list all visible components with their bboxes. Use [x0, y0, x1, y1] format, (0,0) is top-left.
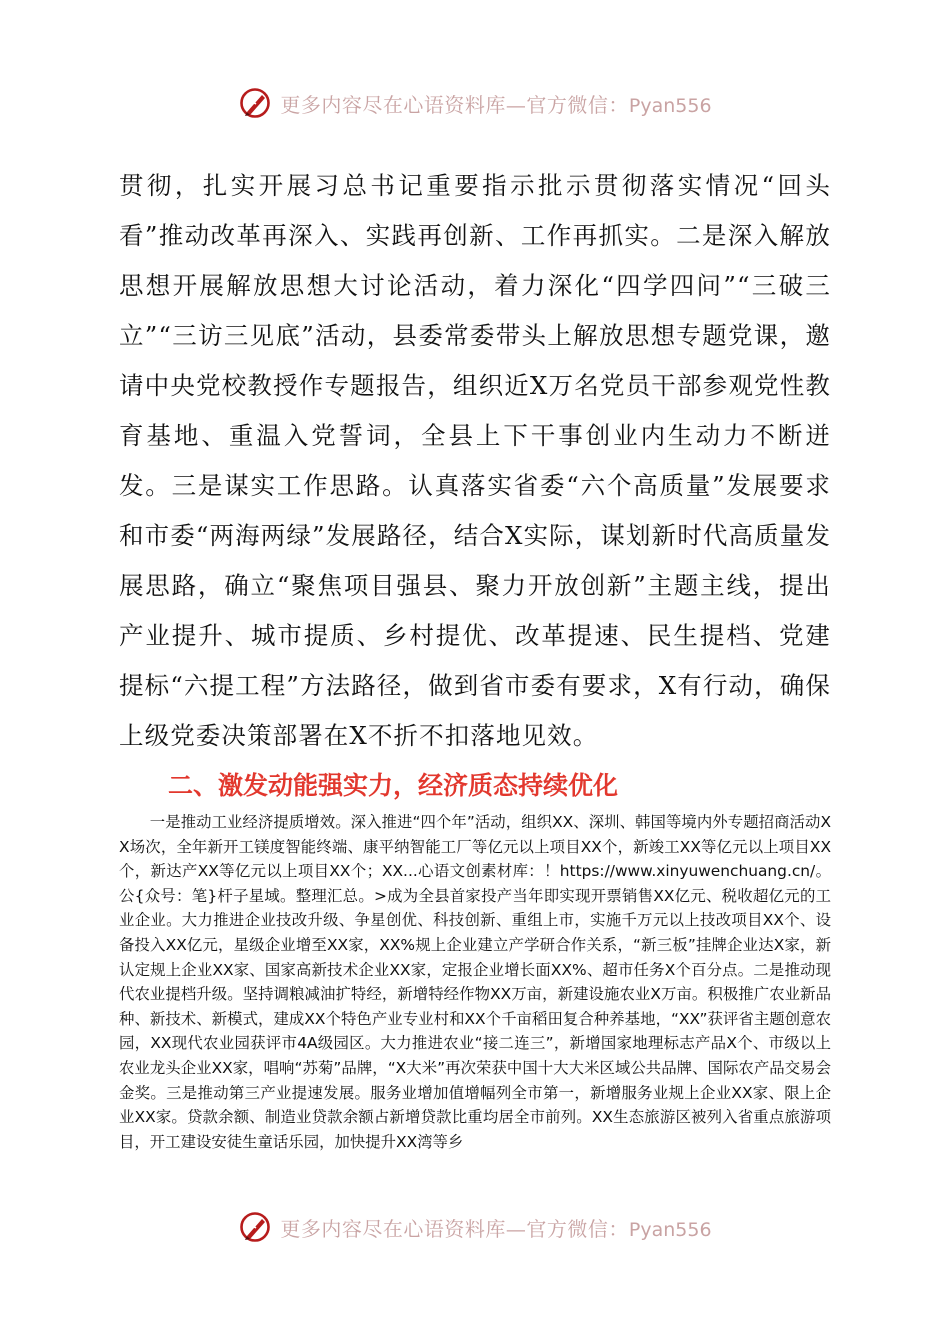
watermark-wechat-id: Pyan556	[628, 1218, 712, 1241]
paragraph: 贯彻，扎实开展习总书记重要指示批示贯彻落实情况“回头看”推动改革再深入、实践再创新、工作再抓实。二是深入解放思想开展解放思想大讨论活动，着力深化“四学四问”“三破三立”“三访三见底”活动，县委常委带头上解放思想专题党课，邀请中央党校教授作专题报告，组织近X万名党员干部参观党性教育基地、重温入党誓词，全县上下干事创业内生动力不断迸发。三是谋实工作思路。认真落实省委“六个高质量”发展要求和市委“两海两绿”发展路径，结合X实际，谋划新时代高质量发展思路，确立“聚焦项目强县、聚力开放创新”主题主线，提出产业提升、城市提质、乡村提优、改革提速、民生提档、党建提标“六提工程”方法路径，做到省市委有要求，X有行动，确保上级党委决策部署在X不折不扣落地见效。	[119, 171, 831, 750]
document-body-bottom	[119, 810, 831, 1154]
watermark-text-cn: 更多内容尽在心语资料库—官方微信：	[280, 92, 629, 117]
watermark-text	[280, 1213, 711, 1242]
header-watermark	[0, 86, 950, 120]
section-heading: 二、激发动能强实力，经济质态持续优化	[168, 771, 619, 800]
document-body-top	[119, 161, 831, 761]
watermark-text	[280, 89, 711, 118]
pen-circle-logo-icon	[238, 1210, 272, 1244]
footer-watermark	[0, 1210, 950, 1244]
paragraph: 一是推动工业经济提质增效。深入推进“四个年”活动，组织XX、深圳、韩国等境内外专题招商活动XX场次，全年新开工镁度智能终端、康平纳智能工厂等亿元以上项目XX个，新竣工XX等亿元以上项目XX个，新达产XX等亿元以上项目XX个；XX...心语文创素材库：！https://www.xinyuwenchuang.cn/。公{众号：笔}杆子星域。整理汇总。>成为全县首家投产当年即实现开票销售XX亿元、税收超亿元的工业企业。大力推进企业技改升级、争星创优、科技创新、重组上市，实施千万元以上技改项目XX个、设备投入XX亿元，星级企业增至XX家，XX%规上企业建立产学研合作关系，“新三板”挂牌企业达X家，新认定规上企业XX家、国家高新技术企业XX家，定报企业增长面XX%、超市任务X个百分点。二是推动现代农业提档升级。坚持调粮减油扩特经，新增特经作物XX万亩，新建设施农业X万亩。积极推广农业新品种、新技术、新模式，建成XX个特色产业专业村和XX个千亩稻田复合种养基地，“XX”获评省主题创意农园，XX现代农业园获评市4A级园区。大力推进农业“接二连三”，新增国家地理标志产品X个、市级以上农业龙头企业XX家，唱响“苏菊”品牌，“X大米”再次荣获中国十大大米区域公共品牌、国际农产品交易会金奖。三是推动第三产业提速发展。服务业增加值增幅列全市第一，新增服务业规上企业XX家、限上企业XX家。贷款余额、制造业贷款余额占新增贷款比重均居全市前列。XX生态旅游区被列入省重点旅游项目，开工建设安徒生童话乐园，加快提升XX湾等乡	[119, 813, 831, 1151]
watermark-wechat-id: Pyan556	[628, 94, 712, 117]
pen-circle-logo-icon	[238, 86, 272, 120]
watermark-text-cn: 更多内容尽在心语资料库—官方微信：	[280, 1216, 629, 1241]
